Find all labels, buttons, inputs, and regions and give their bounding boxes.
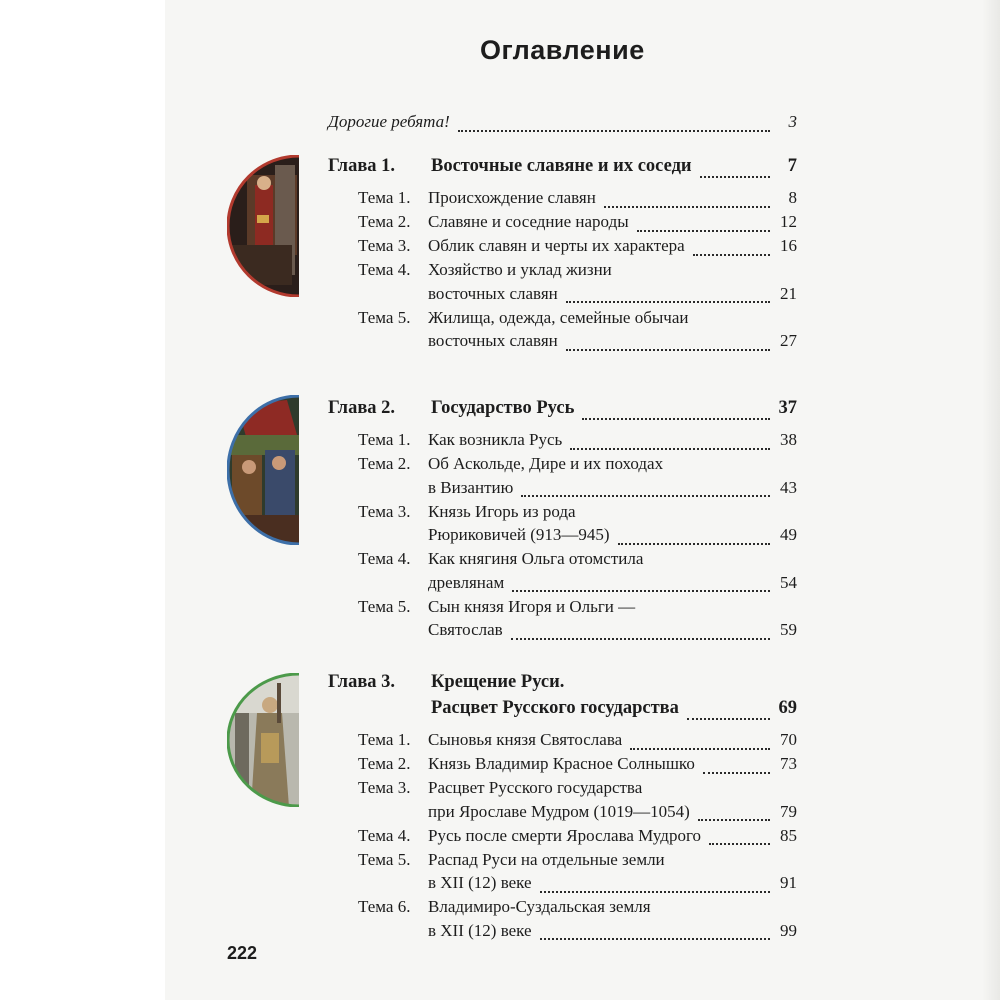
entry-label: Тема 5. [358,849,411,869]
entry-title-line: Как княгиня Ольга отомстила [428,549,644,568]
entry-label: Глава 1. [328,156,396,176]
entry-title-line: Распад Руси на отдельные земли [428,849,665,869]
page-number: 222 [227,943,258,963]
entry-title-line: в XII (12) веке [428,920,532,940]
entry-page-number: 8 [788,188,797,207]
toc-chapter-2-topic-1[interactable] [0,428,1000,452]
toc-chapter-2-topic-3[interactable] [0,500,1000,547]
entry-page-number: 38 [780,430,797,449]
entry-page-number: 43 [780,477,797,497]
entry-title-line: древлянам [428,572,505,592]
toc-intro-entry[interactable] [0,110,1000,134]
toc-chapter-3-topic-3[interactable] [0,776,1000,823]
toc-chapter-1-topic-2[interactable] [0,210,1000,234]
dot-leader [618,537,770,545]
entry-page-number: 99 [780,920,797,940]
entry-title-line: Происхождение славян [428,188,596,207]
entry-label: Тема 3. [358,236,411,255]
chapter-3-illustration [227,673,299,807]
entry-label: Тема 2. [358,212,411,231]
entry-title-line: восточных славян [428,331,558,350]
entry-page-number: 70 [780,730,797,749]
toc-chapter-1-topic-1[interactable] [0,186,1000,210]
entry-label: Тема 2. [358,454,411,473]
entry-page-number: 21 [780,283,797,303]
entry-page-number: 85 [780,825,797,845]
toc-chapter-1-topic-3[interactable] [0,234,1000,258]
entry-label: Тема 2. [358,754,411,773]
entry-title-line: Жилища, одежда, семейные обычаи [428,307,689,327]
entry-page-number: 73 [780,754,797,773]
dot-leader [604,200,770,208]
entry-title-line: Рюриковичей (913—945) [428,525,610,544]
entry-label: Тема 1. [358,430,411,449]
dot-leader [566,295,770,303]
entry-title-line: Крещение Руси. [431,672,565,692]
entry-label: Тема 1. [358,188,411,207]
dot-leader [512,584,770,592]
chapter-2-illustration [227,395,299,545]
entry-label: Тема 5. [358,307,411,327]
entry-title-line: Славяне и соседние народы [428,212,629,231]
entry-title-line: при Ярославе Мудром (1019—1054) [428,801,690,821]
chapter-1-illustration [227,155,299,297]
entry-page-number: 12 [780,212,797,231]
entry-title-line: Сын князя Игоря и Ольги — [428,596,636,616]
toc-chapter-1-topic-5[interactable] [0,306,1000,353]
toc-chapter-2-topic-2[interactable] [0,452,1000,499]
entry-title-line: Русь после смерти Ярослава Мудрого [428,825,702,845]
toc-chapter-2-topic-4[interactable] [0,547,1000,594]
entry-label: Тема 4. [358,549,411,568]
entry-title-line: Князь Игорь из рода [428,501,576,521]
entry-page-number: 27 [780,331,797,350]
dot-leader [540,932,770,940]
entry-page-number: 3 [788,112,797,131]
entry-page-number: 69 [778,698,797,718]
toc-chapter-1[interactable] [0,154,1000,180]
toc-chapter-2[interactable] [0,396,1000,422]
dot-leader [570,442,770,450]
entry-title-line: Святослав [428,620,503,639]
entry-label: Тема 1. [358,730,411,749]
entry-title-line: Владимиро-Суздальская земля [428,897,651,916]
entry-title-line: Расцвет Русского государства [428,778,643,797]
entry-title-line: Расцвет Русского государства [431,698,679,718]
entry-label: Тема 3. [358,778,411,797]
entry-page-number: 59 [780,620,797,639]
dot-leader [521,489,770,497]
dot-leader [511,632,770,640]
entry-title-line: восточных славян [428,283,558,303]
entry-page-number: 54 [780,572,797,592]
entry-label: Тема 4. [358,825,411,845]
toc-chapter-3-topic-4[interactable] [0,824,1000,848]
toc-chapter-3-topic-6[interactable] [0,895,1000,942]
entry-page-number: 7 [787,156,797,176]
entry-title-line: Облик славян и черты их характера [428,236,685,255]
entry-title-line: Сыновья князя Святослава [428,730,623,749]
entry-page-number: 79 [780,801,797,821]
toc-chapter-3-topic-1[interactable] [0,728,1000,752]
entry-label: Тема 6. [358,897,411,916]
page-title: Оглавление [480,35,645,65]
entry-label: Глава 3. [328,672,396,692]
entry-title-line: Восточные славяне и их соседи [431,156,692,176]
entry-title-line: Об Аскольде, Дире и их походах [428,454,664,473]
toc-chapter-3[interactable] [0,670,1000,722]
entry-title-line: в Византию [428,477,514,497]
entry-page-number: 16 [780,236,797,255]
dot-leader [458,124,770,132]
entry-title-line: Как возникла Русь [428,430,563,449]
entry-title-line: Государство Русь [431,398,575,418]
entry-label: Тема 3. [358,501,411,521]
entry-title-line: Дорогие ребята! [328,112,450,131]
entry-label: Глава 2. [328,398,396,418]
entry-page-number: 91 [780,873,797,892]
dot-leader [582,412,770,420]
toc-chapter-2-topic-5[interactable] [0,595,1000,642]
dot-leader [637,224,770,232]
entry-title-line: Хозяйство и уклад жизни [428,260,612,279]
dot-leader [630,742,770,750]
dot-leader [540,885,770,893]
toc-chapter-3-topic-2[interactable] [0,752,1000,776]
toc-chapter-1-topic-4[interactable] [0,258,1000,305]
toc-chapter-3-topic-5[interactable] [0,848,1000,895]
entry-title-line: Князь Владимир Красное Солнышко [428,754,695,773]
entry-page-number: 49 [780,525,797,544]
entry-label: Тема 4. [358,260,411,279]
entry-title-line: в XII (12) веке [428,873,532,892]
entry-label: Тема 5. [358,596,411,616]
entry-page-number: 37 [778,398,797,418]
dot-leader [566,343,770,351]
